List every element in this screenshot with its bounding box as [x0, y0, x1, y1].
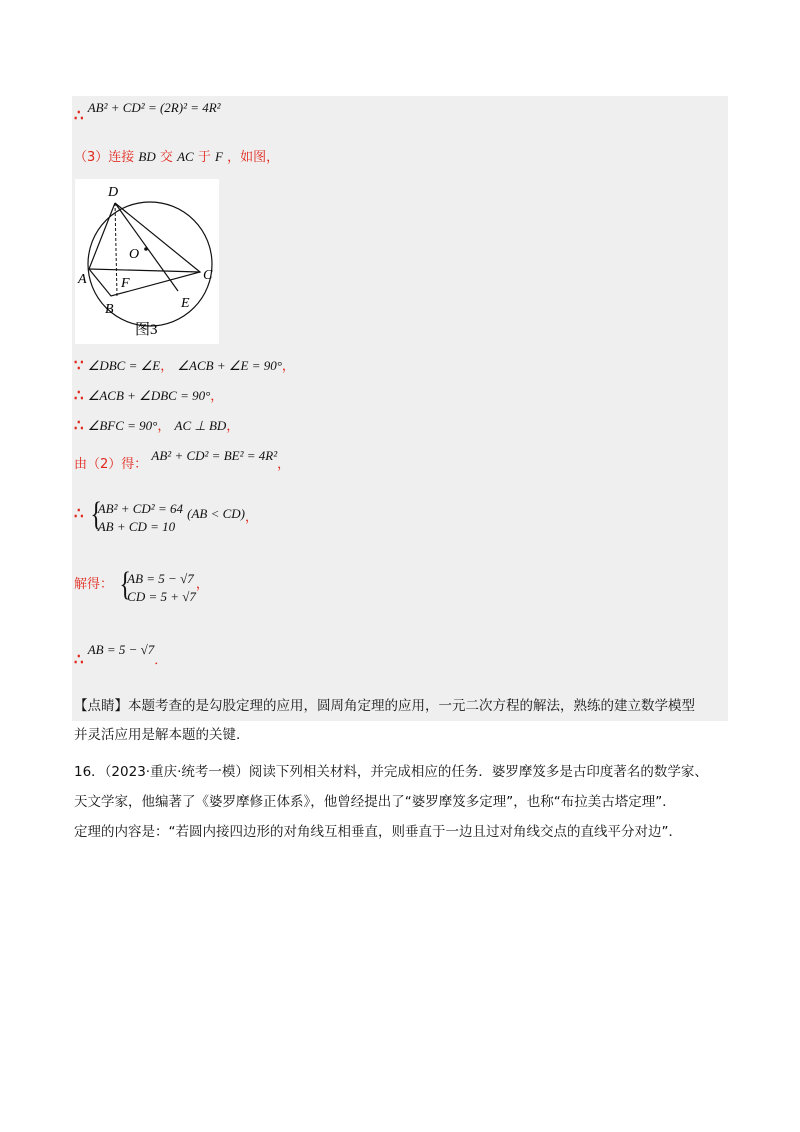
- system1-row1: AB² + CD² = 64: [97, 501, 183, 516]
- because-line: [74, 358, 295, 373]
- center-o-dot: [144, 247, 148, 251]
- ab-cd-be-4r2: AB² + CD² = BE² = 4R²: [151, 448, 278, 463]
- system-2-line: [74, 566, 209, 606]
- system1-condition: (AB < CD): [187, 505, 245, 521]
- therefore-line-2: [74, 418, 239, 433]
- part3-heading: [74, 150, 279, 164]
- figure-3: [75, 179, 219, 344]
- from-part2-line: [74, 448, 291, 472]
- equation-ab-cd-4r2: AB² + CD² = (2R)² = 4R²: [87, 100, 221, 115]
- therefore-symbol: ∴: [74, 386, 84, 404]
- system1-row2: AB + CD = 10: [97, 519, 176, 534]
- part3-tail: ，如图，: [227, 150, 280, 165]
- problem16-line-2: 天文学家，他编著了《婆罗摩修正体系》，他曾经提出了“婆罗摩笈多定理”，也称“布拉美古塔定理”．: [74, 794, 676, 810]
- therefore-line-1: [74, 388, 223, 403]
- comma: ，: [157, 419, 171, 434]
- therefore-symbol: ∴: [74, 416, 84, 434]
- comma: ，: [210, 389, 224, 404]
- angle-bfc-90: ∠BFC = 90°: [87, 418, 158, 433]
- therefore-symbol: ∴: [74, 650, 84, 668]
- segment-ac: [89, 269, 200, 272]
- angle-dbc-eq-e: ∠DBC = ∠E: [87, 358, 161, 373]
- problem16-line-1: 16．（2023·重庆·统考一模）阅读下列相关材料，并完成相应的任务．婆罗摩笈多是古印度著名的数学家、: [74, 764, 708, 780]
- comma: ，: [160, 359, 174, 374]
- label-a: A: [78, 272, 87, 287]
- label-f: F: [121, 276, 130, 291]
- equation-system-1: { AB² + CD² = 64 AB + CD = 10: [90, 496, 183, 534]
- comma: ，: [281, 359, 295, 374]
- label-c: C: [203, 268, 213, 283]
- equation-system-2: { AB = 5 − √7 CD = 5 + √7: [119, 566, 196, 604]
- final-ab-value: AB = 5 − √7: [87, 642, 155, 657]
- therefore-symbol: ∴: [74, 106, 84, 124]
- part3-jiao: 交: [159, 150, 173, 165]
- figure-caption: 图3: [135, 322, 158, 338]
- label-b: B: [105, 302, 114, 317]
- ac-perp-bd: AC ⊥ BD: [174, 418, 227, 433]
- comma: ，: [226, 419, 240, 434]
- part3-f: F: [214, 149, 223, 164]
- from2-label: 由（2）得：: [74, 457, 148, 472]
- system-1-line: [74, 496, 258, 536]
- comment-line-1: [74, 694, 695, 714]
- comma: ，: [195, 576, 209, 592]
- circle-diagram: [75, 179, 219, 344]
- part3-ac: AC: [177, 149, 194, 164]
- therefore-symbol: ∴: [74, 503, 84, 522]
- comma: ，: [277, 457, 291, 472]
- angle-sum-90: ∠ACB + ∠DBC = 90°: [87, 388, 211, 403]
- solve-label: 解得：: [74, 576, 114, 592]
- label-o: O: [129, 247, 140, 262]
- label-d: D: [108, 185, 119, 200]
- segment-bd-dashed: [115, 203, 117, 296]
- part3-yu: 于: [197, 150, 211, 165]
- comment-tag: 【点睛】: [74, 698, 128, 714]
- comma: ，: [244, 509, 258, 525]
- final-answer-line: [74, 642, 168, 668]
- system2-row2: CD = 5 + √7: [127, 589, 196, 604]
- conclusion-line-1: [74, 100, 221, 124]
- problem16-line-3: 定理的内容是：“若圆内接四边形的对角线互相垂直，则垂直于一边且过对角线交点的直线平分对边”．: [74, 824, 682, 840]
- label-e: E: [181, 296, 190, 311]
- period: ．: [154, 653, 168, 668]
- because-symbol: ∵: [74, 356, 84, 374]
- system2-row1: AB = 5 − √7: [127, 571, 194, 586]
- angle-acb-plus-e: ∠ACB + ∠E = 90°: [177, 358, 282, 373]
- comment-text-1: 本题考查的是勾股定理的应用，圆周角定理的应用，一元二次方程的解法，熟练的建立数学模型: [128, 698, 695, 714]
- part3-bd: BD: [138, 149, 156, 164]
- part3-label: （3）连接: [74, 150, 135, 165]
- comment-line-2: 并灵活应用是解本题的关键.: [74, 727, 241, 743]
